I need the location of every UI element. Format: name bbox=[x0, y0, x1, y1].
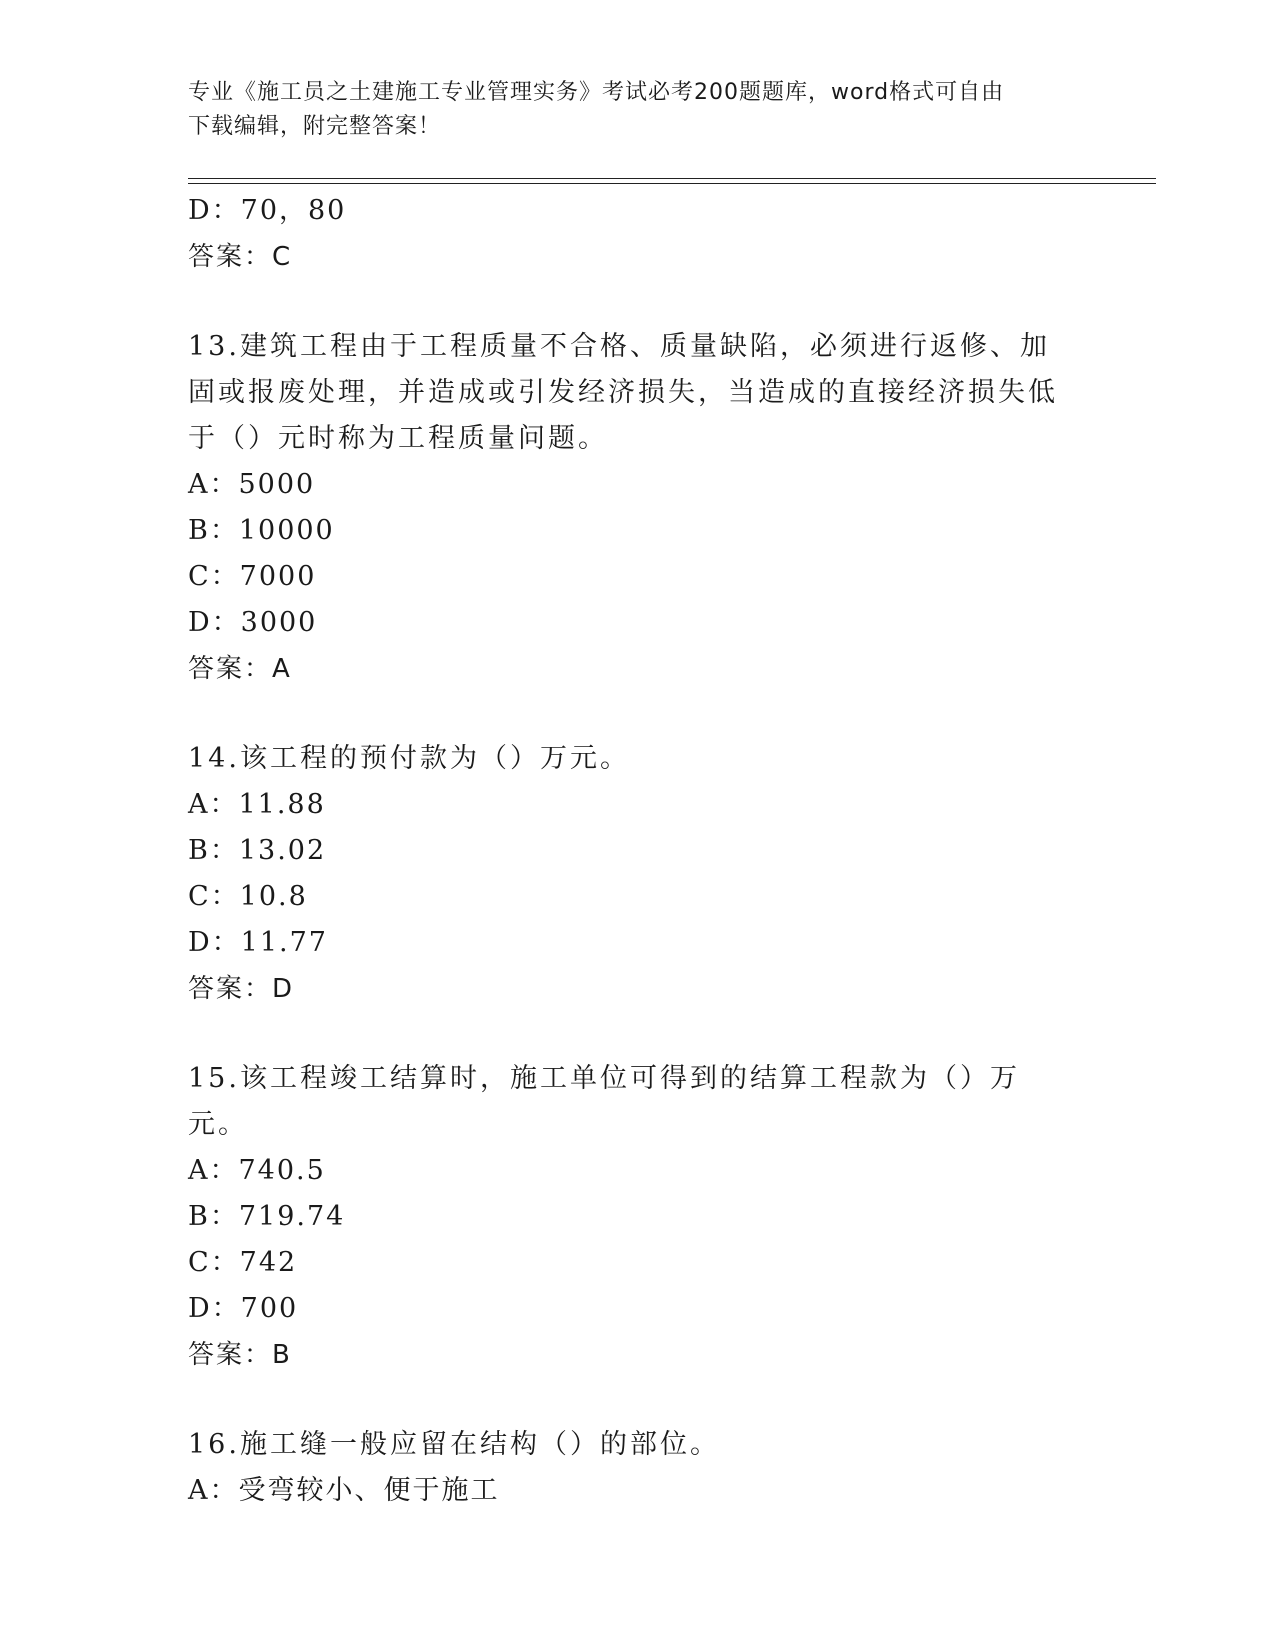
option-d: D：700 bbox=[188, 1293, 299, 1324]
option-c: C：10.8 bbox=[188, 881, 308, 912]
spacer bbox=[188, 692, 1088, 736]
header-rule-bottom bbox=[188, 183, 1156, 184]
question-text: 14.该工程的预付款为（）万元。 bbox=[188, 743, 630, 774]
question-15 bbox=[188, 1056, 1088, 1378]
option-a: A：受弯较小、便于施工 bbox=[188, 1475, 500, 1506]
answer: 答案：A bbox=[188, 654, 292, 684]
document-header bbox=[188, 76, 1068, 144]
question-text: 16.施工缝一般应留在结构（）的部位。 bbox=[188, 1429, 720, 1460]
header-line-2: 下载编辑，附完整答案！ bbox=[188, 114, 442, 139]
answer: 答案：D bbox=[188, 974, 295, 1004]
option-a: A：740.5 bbox=[188, 1155, 326, 1186]
prev-answer: 答案：C bbox=[188, 242, 293, 272]
option-c: C：7000 bbox=[188, 561, 317, 592]
spacer bbox=[188, 280, 1088, 324]
option-a: A：5000 bbox=[188, 469, 316, 500]
option-b: B：10000 bbox=[188, 515, 335, 546]
prev-option-d: D：70，80 bbox=[188, 195, 347, 226]
question-16 bbox=[188, 1422, 1088, 1514]
spacer bbox=[188, 1012, 1088, 1056]
question-14 bbox=[188, 736, 1088, 1012]
option-d: D：3000 bbox=[188, 607, 318, 638]
question-text: 15.该工程竣工结算时，施工单位可得到的结算工程款为（）万元。 bbox=[188, 1063, 1020, 1140]
option-a: A：11.88 bbox=[188, 789, 326, 820]
question-text: 13.建筑工程由于工程质量不合格、质量缺陷，必须进行返修、加固或报废处理，并造成或引发经济损失，当造成的直接经济损失低于（）元时称为工程质量问题。 bbox=[188, 331, 1058, 454]
header-line-1: 专业《施工员之土建施工专业管理实务》考试必考200题题库，word格式可自由 bbox=[188, 80, 1005, 105]
question-13 bbox=[188, 324, 1088, 692]
option-b: B：719.74 bbox=[188, 1201, 346, 1232]
option-c: C：742 bbox=[188, 1247, 298, 1278]
answer: 答案：B bbox=[188, 1340, 292, 1370]
question-list bbox=[188, 188, 1088, 1514]
spacer bbox=[188, 1378, 1088, 1422]
option-b: B：13.02 bbox=[188, 835, 327, 866]
option-d: D：11.77 bbox=[188, 927, 328, 958]
header-rule-top bbox=[188, 178, 1156, 179]
